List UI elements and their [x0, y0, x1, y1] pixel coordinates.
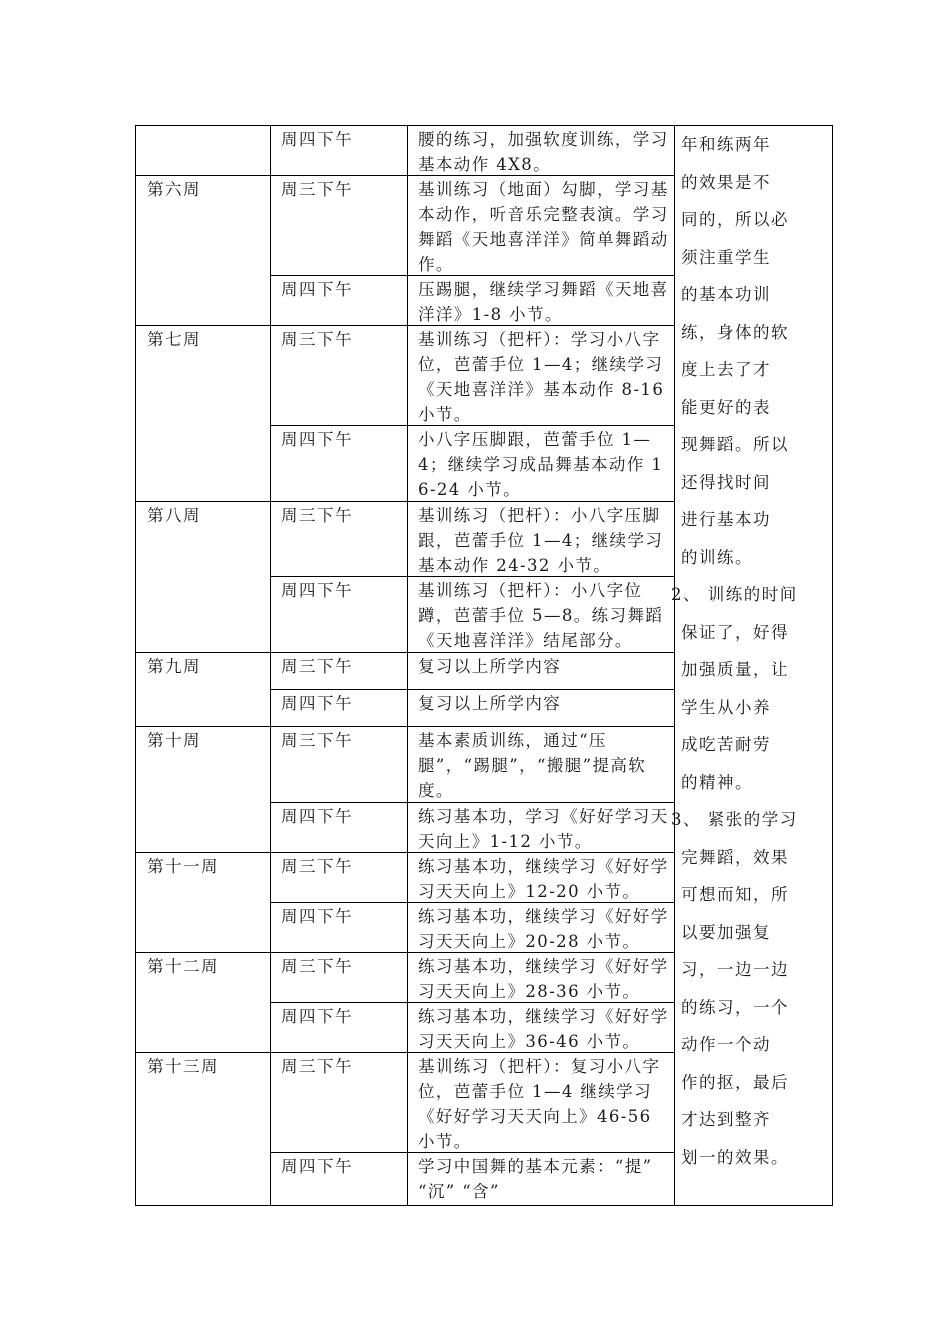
- content-cell: 复习以上所学内容: [418, 657, 562, 676]
- day-label: 周三下午: [281, 731, 353, 750]
- content-cell: 基训练习（把杆）：小八字压脚跟，芭蕾手位 1—4；继续学习基本动作 24-32 小节。: [418, 506, 664, 575]
- day-label: 周三下午: [281, 330, 353, 349]
- remarks-line: 学生从小养: [681, 697, 771, 717]
- remarks-line: 同的，所以必: [681, 210, 789, 229]
- schedule-table: [135, 125, 833, 1206]
- day-label: 周三下午: [281, 857, 353, 876]
- remarks-line: 的基本功训: [681, 285, 771, 304]
- remarks-line: 还得找时间: [681, 472, 771, 492]
- remarks-line: 保证了，好得: [681, 622, 789, 642]
- day-label: 周四下午: [281, 430, 353, 449]
- remarks-line: 现舞蹈。所以: [681, 435, 789, 454]
- week-label: 第十三周: [147, 1057, 219, 1076]
- content-cell: 基训练习（把杆）：小八字位蹲，芭蕾手位 5—8。练习舞蹈《天地喜洋洋》结尾部分。: [418, 581, 664, 650]
- remarks-line: 成吃苦耐劳: [681, 735, 771, 754]
- content-cell: 练习基本功，继续学习《好好学习天天向上》36-46 小节。: [418, 1007, 669, 1051]
- week-label: 第十一周: [147, 857, 219, 876]
- remarks-line: 度上去了才: [681, 360, 771, 379]
- content-cell: 压踢腿，继续学习舞蹈《天地喜洋洋》1-8 小节。: [418, 280, 669, 324]
- remarks-line: 动作一个动: [681, 1035, 771, 1054]
- column-divider: [407, 126, 408, 1205]
- content-cell: 腰的练习，加强软度训练，学习基本动作 4X8。: [418, 130, 669, 174]
- day-label: 周四下午: [281, 807, 353, 826]
- row-divider: [136, 726, 674, 727]
- content-cell: 基训练习（把杆）：学习小八字位，芭蕾手位 1—4；继续学习《天地喜洋洋》基本动作 8-16 小节。: [418, 330, 665, 424]
- day-label: 周四下午: [281, 694, 353, 713]
- remarks-line: 才达到整齐: [681, 1110, 771, 1129]
- remarks-line: 年和练两年: [681, 135, 771, 154]
- remarks-column: [671, 126, 831, 1176]
- remarks-line: 3、 紧张的学习: [671, 810, 798, 829]
- remarks-line: 进行基本功: [681, 510, 771, 529]
- week-label: 第十二周: [147, 957, 219, 976]
- remarks-line: 作的抠，最后: [681, 1072, 789, 1092]
- content-cell: 基训练习（把杆）：复习小八字位，芭蕾手位 1—4 继续学习《好好学习天天向上》46-56 小节。: [418, 1057, 661, 1151]
- remarks-line: 的练习，一个: [681, 997, 789, 1017]
- remarks-line: 习，一边一边: [681, 960, 789, 979]
- remarks-line: 划一的效果。: [681, 1147, 789, 1167]
- remarks-line: 加强质量，让: [681, 660, 789, 679]
- day-label: 周四下午: [281, 581, 353, 600]
- content-cell: 练习基本功，继续学习《好好学习天天向上》28-36 小节。: [418, 957, 669, 1001]
- day-label: 周四下午: [281, 1007, 353, 1026]
- week-label: 第九周: [147, 657, 201, 676]
- remarks-line: 可想而知，所: [681, 885, 789, 904]
- remarks-line: 2、 训练的时间: [671, 585, 798, 604]
- column-divider: [270, 126, 271, 1205]
- week-label: 第十周: [147, 731, 201, 750]
- week-label: 第八周: [147, 506, 201, 525]
- content-cell: 基本素质训练，通过“压腿”，“踢腿”，“搬腿”提高软度。: [418, 731, 647, 800]
- day-label: 周三下午: [281, 506, 353, 525]
- week-label: 第七周: [147, 330, 201, 349]
- day-label: 周三下午: [281, 657, 353, 676]
- content-cell: 练习基本功，继续学习《好好学习天天向上》20-28 小节。: [418, 907, 669, 951]
- remarks-line: 须注重学生: [681, 247, 771, 267]
- remarks-line: 能更好的表: [681, 397, 771, 417]
- content-cell: 学习中国舞的基本元素：“提” “沉” “含”: [418, 1157, 653, 1201]
- day-label: 周四下午: [281, 280, 353, 299]
- remarks-line: 练，身体的软: [681, 322, 789, 342]
- row-divider: [270, 689, 674, 690]
- remarks-line: 的效果是不: [681, 172, 771, 192]
- day-label: 周四下午: [281, 1157, 353, 1176]
- content-cell: 小八字压脚跟，芭蕾手位 1—4；继续学习成品舞基本动作 16-24 小节。: [418, 430, 664, 499]
- content-cell: 复习以上所学内容: [418, 694, 562, 713]
- day-label: 周四下午: [281, 907, 353, 926]
- content-cell: 练习基本功，学习《好好学习天天向上》1-12 小节。: [418, 807, 669, 851]
- remarks-line: 以要加强复: [681, 922, 771, 942]
- remarks-line: 完舞蹈，效果: [681, 847, 789, 867]
- day-label: 周三下午: [281, 180, 353, 199]
- day-label: 周三下午: [281, 957, 353, 976]
- day-label: 周四下午: [281, 130, 353, 149]
- day-label: 周三下午: [281, 1057, 353, 1076]
- content-cell: 练习基本功，继续学习《好好学习天天向上》12-20 小节。: [418, 857, 669, 901]
- content-cell: 基训练习（地面）勾脚，学习基本动作，听音乐完整表演。学习舞蹈《天地喜洋洋》简单舞蹈动作。: [418, 180, 669, 274]
- remarks-line: 的训练。: [681, 547, 753, 567]
- column-divider: [674, 126, 675, 1205]
- week-label: 第六周: [147, 180, 201, 199]
- remarks-line: 的精神。: [681, 772, 753, 792]
